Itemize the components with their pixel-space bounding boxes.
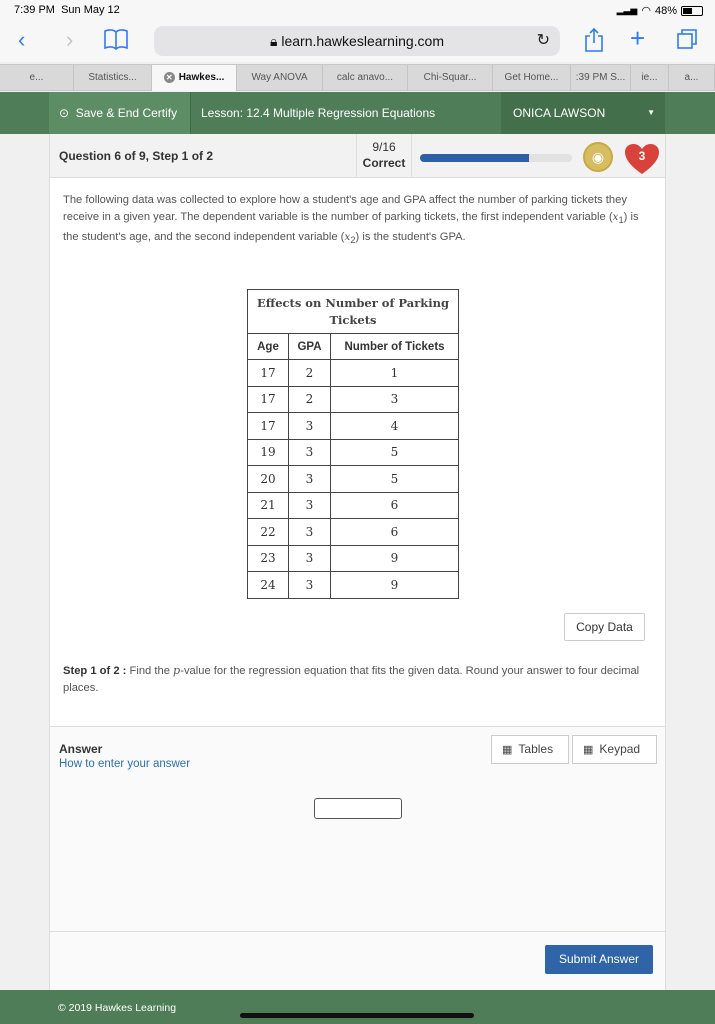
cell-tickets: 6 <box>331 519 459 546</box>
cell-age: 21 <box>248 492 289 519</box>
status-bar <box>0 0 715 22</box>
tab-8[interactable]: ie... <box>631 65 669 91</box>
status-right <box>617 4 703 17</box>
cell-gpa: 2 <box>289 360 331 387</box>
header-gpa: GPA <box>289 334 331 360</box>
save-end-certify-button[interactable]: ⊙ Save & End Certify <box>49 92 191 134</box>
tab-9[interactable]: a... <box>669 65 715 91</box>
cell-tickets: 6 <box>331 492 459 519</box>
app-header <box>0 92 715 134</box>
keypad-button[interactable]: ▦ Keypad <box>572 735 657 764</box>
share-icon[interactable] <box>584 27 604 58</box>
tab-4[interactable]: calc anavo... <box>323 65 408 91</box>
tab-5[interactable]: Chi-Squar... <box>408 65 493 91</box>
footer <box>0 990 715 1024</box>
cell-age: 17 <box>248 360 289 387</box>
submit-section <box>50 931 665 990</box>
how-to-enter-link[interactable]: How to enter your answer <box>59 758 191 770</box>
cell-age: 23 <box>248 545 289 572</box>
chevron-down-icon: ▼ <box>647 108 655 117</box>
cell-gpa: 3 <box>289 519 331 546</box>
keypad-icon: ▦ <box>583 744 594 756</box>
cell-tickets: 5 <box>331 439 459 466</box>
tabs-overview-icon[interactable] <box>676 28 698 55</box>
lives-heart-icon <box>623 142 661 176</box>
cell-gpa: 3 <box>289 466 331 493</box>
save-icon: ⊙ <box>59 106 70 120</box>
status-time: 7:39 PM Sun May 12 <box>14 4 120 16</box>
cell-age: 17 <box>248 386 289 413</box>
table-caption: Effects on Number of Parking Tickets <box>248 290 459 334</box>
table-row <box>248 492 459 519</box>
question-text: The following data was collected to explore how a student's age and GPA affect the number of parking tickets they receive in a given year. The dependent variable is the number of parking tickets, the first independent variable $(x_1)$ is the student's age, and the second independent variable $(x_2)$ is the student's GPA. <box>63 194 639 246</box>
copyright-text: © 2019 Hawkes Learning <box>58 1002 177 1014</box>
battery-icon <box>681 6 703 16</box>
cell-tickets: 9 <box>331 545 459 572</box>
tables-button[interactable]: ▦ Tables <box>491 735 569 764</box>
cell-gpa: 3 <box>289 439 331 466</box>
home-indicator <box>240 1013 474 1018</box>
lesson-title: Lesson: 12.4 Multiple Regression Equations <box>201 106 436 120</box>
tab-7[interactable]: :39 PM S... <box>571 65 631 91</box>
hawk-coin-icon: ◉ <box>583 142 613 172</box>
tab-0[interactable]: e... <box>0 65 74 91</box>
lock-icon: 🔒︎ <box>270 33 278 49</box>
cell-age: 20 <box>248 466 289 493</box>
cell-age: 22 <box>248 519 289 546</box>
tab-1[interactable]: Statistics... <box>74 65 152 91</box>
question-title: Question 6 of 9, Step 1 of 2 <box>59 149 214 163</box>
question-panel <box>49 134 666 990</box>
header-age: Age <box>248 334 289 360</box>
table-row <box>248 572 459 599</box>
cell-gpa: 3 <box>289 413 331 440</box>
table-row <box>248 360 459 387</box>
lives-count: 3 <box>638 149 646 163</box>
cell-tickets: 4 <box>331 413 459 440</box>
cell-age: 24 <box>248 572 289 599</box>
user-menu[interactable]: ONICA LAWSON ▼ <box>501 92 665 134</box>
forward-icon[interactable]: › <box>66 27 74 52</box>
signal-icon: ▂▃▅ <box>616 5 638 15</box>
cell-tickets: 5 <box>331 466 459 493</box>
tab-6[interactable]: Get Home... <box>493 65 571 91</box>
score-label: Correct <box>362 156 406 170</box>
cell-gpa: 2 <box>289 386 331 413</box>
tab-hawkes[interactable]: ✕ Hawkes... <box>152 65 237 91</box>
cell-tickets: 3 <box>331 386 459 413</box>
table-row <box>248 386 459 413</box>
cell-gpa: 3 <box>289 492 331 519</box>
tab-3[interactable]: Way ANOVA <box>237 65 323 91</box>
step-instructions: Step 1 of 2 : Find the p-value for the regression equation that fits the given data. Round your answer to four decimal places. <box>63 664 640 694</box>
table-icon: ▦ <box>502 744 513 756</box>
cell-tickets: 9 <box>331 572 459 599</box>
table-row <box>248 413 459 440</box>
table-row <box>248 439 459 466</box>
submit-answer-button[interactable]: Submit Answer <box>545 945 653 974</box>
table-row <box>248 466 459 493</box>
bookmarks-icon[interactable] <box>103 28 129 55</box>
cell-age: 19 <box>248 439 289 466</box>
progress-bar <box>420 154 572 162</box>
header-tickets: Number of Tickets <box>331 334 459 360</box>
battery-percent: 48% <box>654 4 677 17</box>
browser-toolbar <box>0 22 715 62</box>
cell-gpa: 3 <box>289 572 331 599</box>
table-row <box>248 545 459 572</box>
cell-gpa: 3 <box>289 545 331 572</box>
answer-section <box>50 726 665 931</box>
question-bar <box>50 134 665 178</box>
cell-tickets: 1 <box>331 360 459 387</box>
wifi-icon: ◠ <box>641 5 651 17</box>
tab-strip <box>0 64 715 91</box>
reload-icon[interactable]: ↻ <box>536 32 550 49</box>
address-bar[interactable] <box>154 26 560 56</box>
close-tab-icon[interactable]: ✕ <box>164 72 175 83</box>
answer-label: Answer <box>59 742 103 756</box>
data-table <box>247 289 459 599</box>
url-text: 🔒︎ learn.hawkeslearning.com <box>270 33 444 49</box>
score-box <box>356 134 412 178</box>
answer-input[interactable] <box>314 798 402 819</box>
table-row <box>248 519 459 546</box>
new-tab-icon[interactable]: + <box>630 23 646 53</box>
back-icon[interactable]: ‹ <box>18 27 26 52</box>
score-fraction: 9/16 <box>372 140 396 154</box>
cell-age: 17 <box>248 413 289 440</box>
copy-data-button[interactable]: Copy Data <box>564 613 645 641</box>
